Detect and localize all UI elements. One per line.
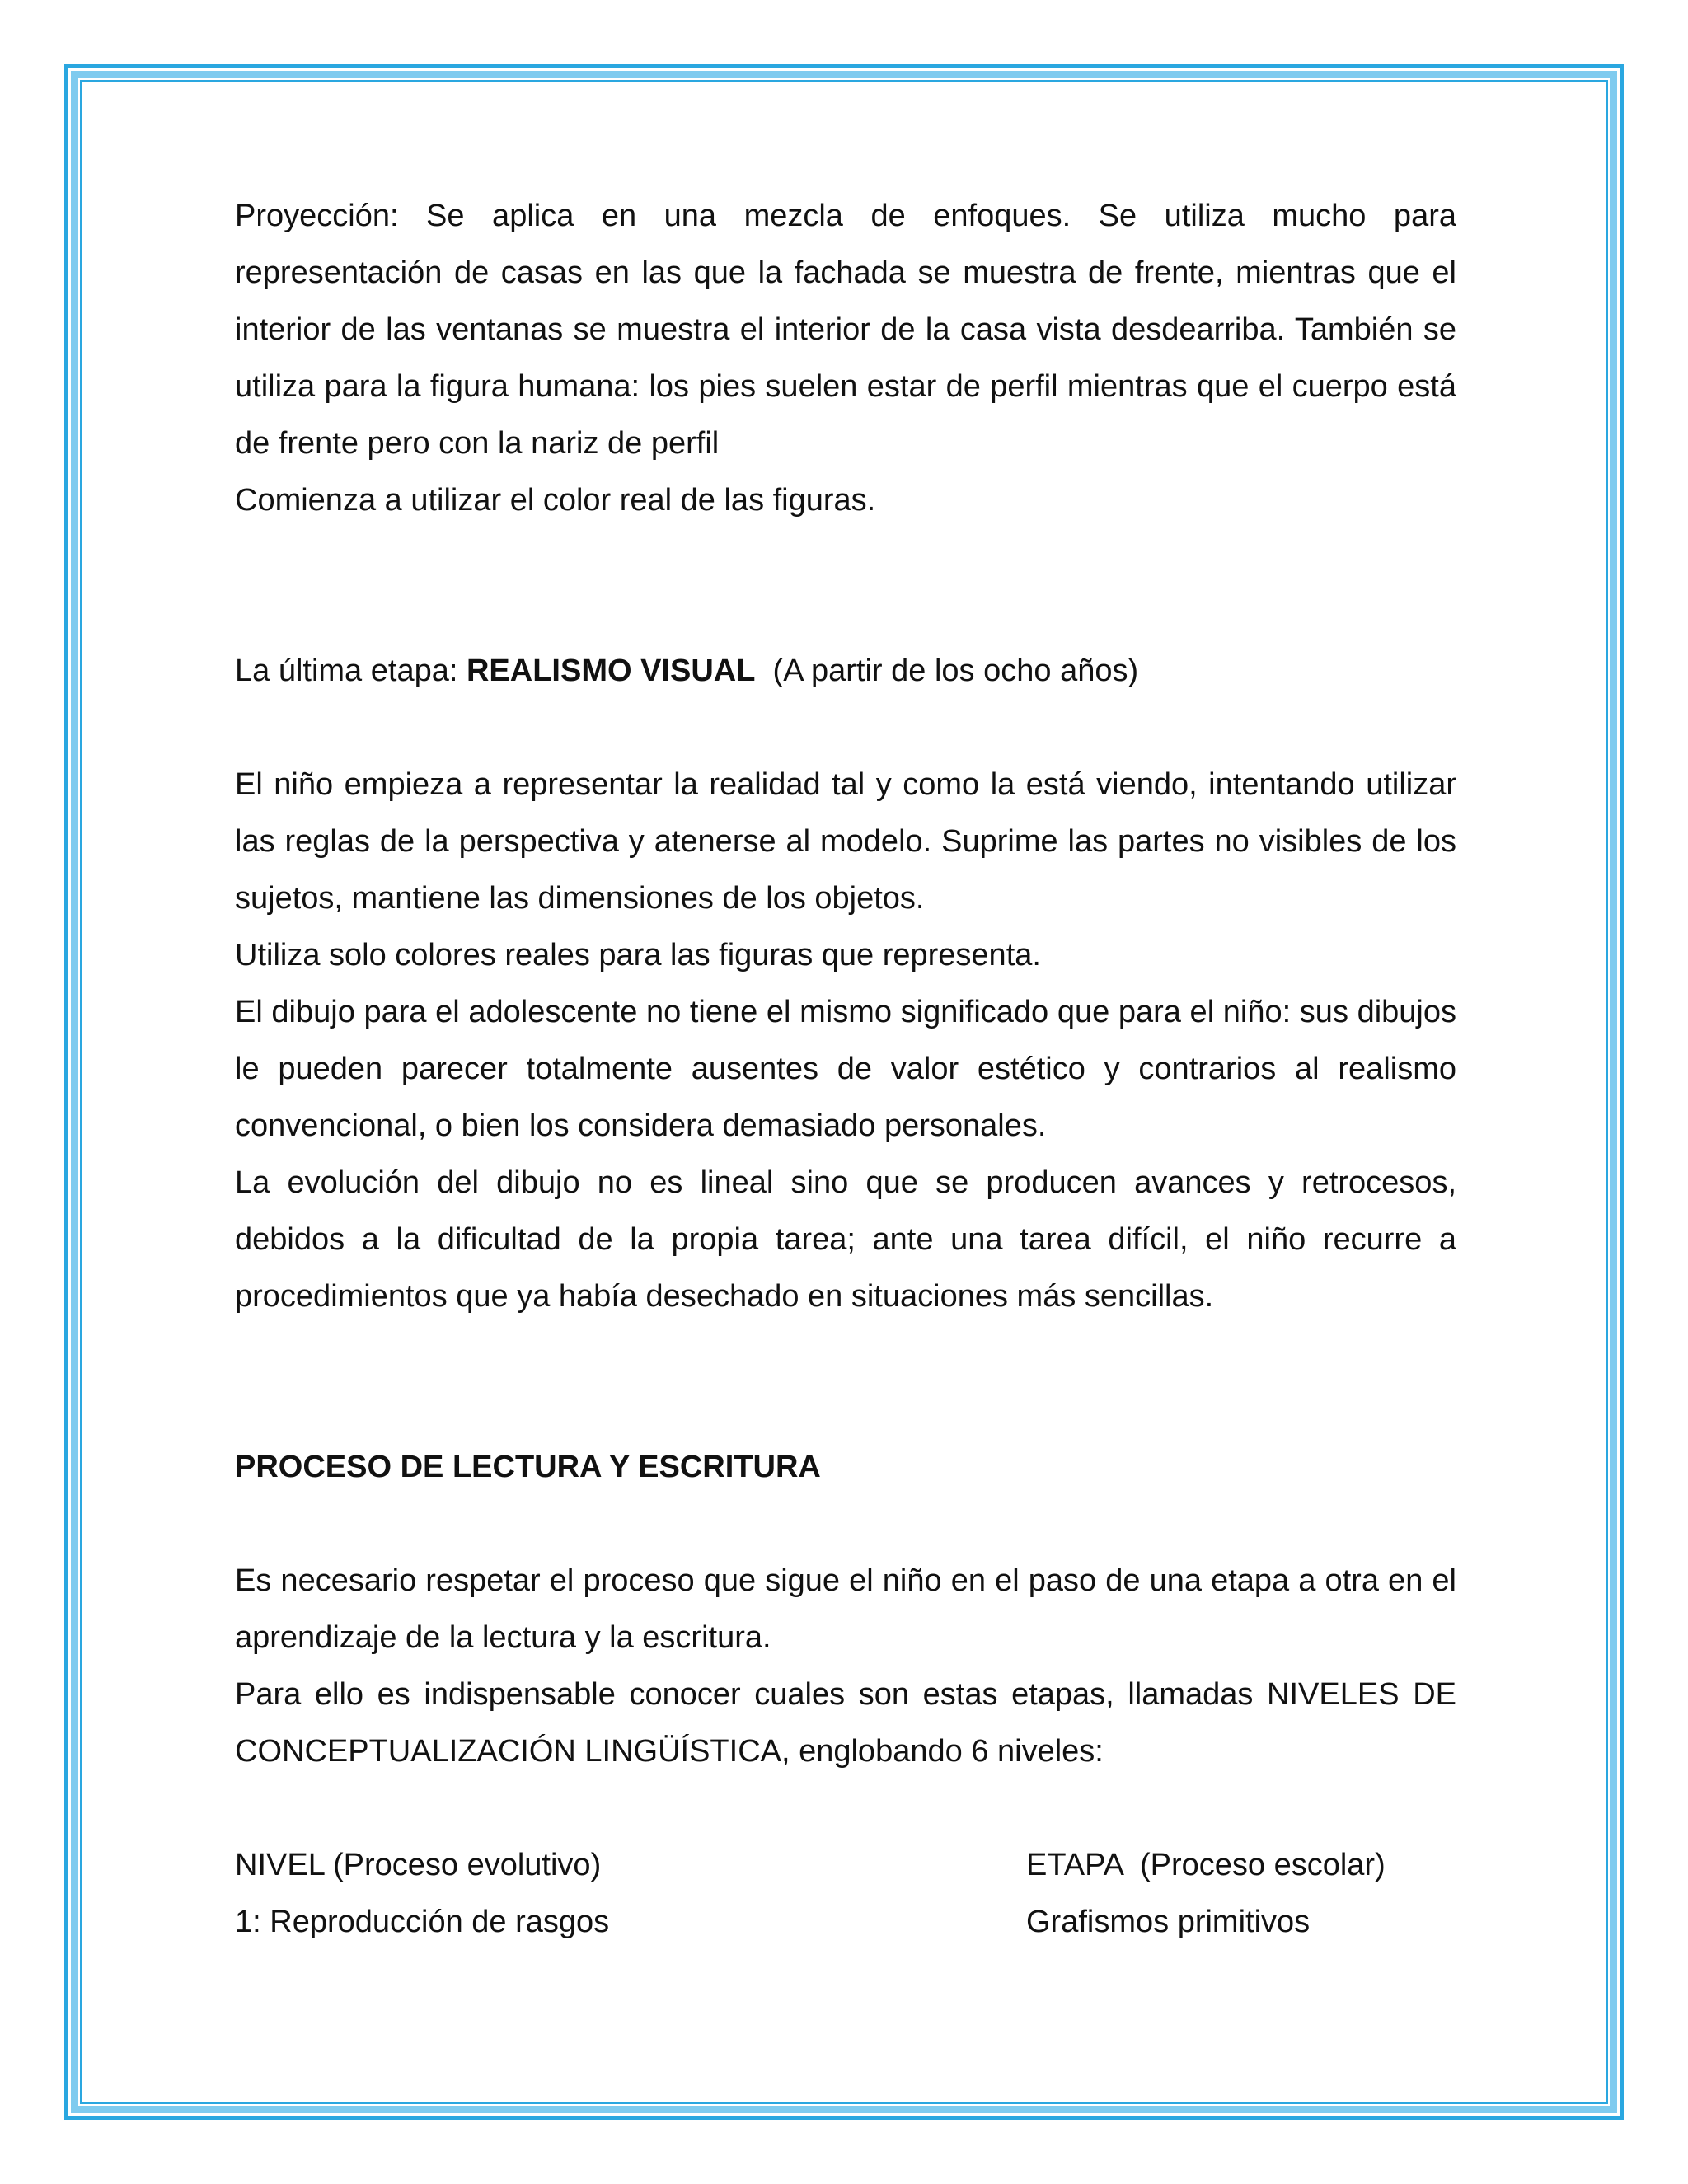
level-nivel-cell: 1: Reproducción de rasgos	[235, 1905, 610, 1939]
levels-header-nivel: NIVEL (Proceso evolutivo)	[235, 1848, 602, 1882]
realismo-heading-bold: REALISMO VISUAL	[466, 654, 756, 688]
spacer	[235, 700, 1456, 757]
lectura-paragraph-2: Para ello es indispensable conocer cuales son estas etapas, llamadas NIVELES DE CONCEPTUALIZACIÓN LINGÜÍSTICA, englobando 6 niveles:	[235, 1677, 1456, 1769]
levels-table	[235, 1837, 1456, 1951]
levels-header-etapa: ETAPA (Proceso escolar)	[1026, 1848, 1386, 1882]
spacer	[235, 1325, 1456, 1439]
realismo-heading-prefix: La última etapa:	[235, 654, 467, 688]
lectura-heading-text: PROCESO DE LECTURA Y ESCRITURA	[235, 1450, 821, 1484]
levels-row	[235, 1894, 1456, 1951]
realismo-heading	[235, 643, 1456, 700]
color-real-paragraph: Comienza a utilizar el color real de las figuras.	[235, 483, 876, 518]
realismo-paragraph-2: Utiliza solo colores reales para las figuras que representa.	[235, 938, 1041, 972]
level-etapa-cell: Grafismos primitivos	[1026, 1905, 1311, 1939]
levels-header-row	[235, 1837, 1456, 1894]
spacer	[235, 1496, 1456, 1553]
realismo-paragraph-4: La evolución del dibujo no es lineal sino que se producen avances y retrocesos, debidos a la dificultad de la propia tarea; ante una tarea difícil, el niño recurre a procedimientos que ya había desechado en situaciones más sencillas.	[235, 1165, 1456, 1314]
realismo-paragraph-1: El niño empieza a representar la realidad tal y como la está viendo, intentando utilizar las reglas de la perspectiva y atenerse al modelo. Suprime las partes no visibles de los sujetos, mantiene las dimensiones de los objetos.	[235, 767, 1456, 916]
proyeccion-paragraph: Proyección: Se aplica en una mezcla de enfoques. Se utiliza mucho para representación de casas en las que la fachada se muestra de frente, mientras que el interior de las ventanas se muestra el interior de la casa vista desdearriba. También se utiliza para la figura humana: los pies suelen estar de perfil mientras que el cuerpo está de frente pero con la nariz de perfil	[235, 199, 1456, 461]
lectura-paragraph-1: Es necesario respetar el proceso que sigue el niño en el paso de una etapa a otra en el aprendizaje de la lectura y la escritura.	[235, 1563, 1456, 1655]
realismo-heading-suffix: (A partir de los ocho años)	[755, 654, 1139, 688]
lectura-heading	[235, 1439, 1456, 1496]
spacer	[235, 1780, 1456, 1837]
spacer	[235, 529, 1456, 643]
document-body	[235, 188, 1456, 1951]
realismo-paragraph-3: El dibujo para el adolescente no tiene el mismo significado que para el niño: sus dibujos le pueden parecer totalmente ausentes de valor estético y contrarios al realismo convencional, o bien los considera demasiado personales.	[235, 995, 1456, 1143]
